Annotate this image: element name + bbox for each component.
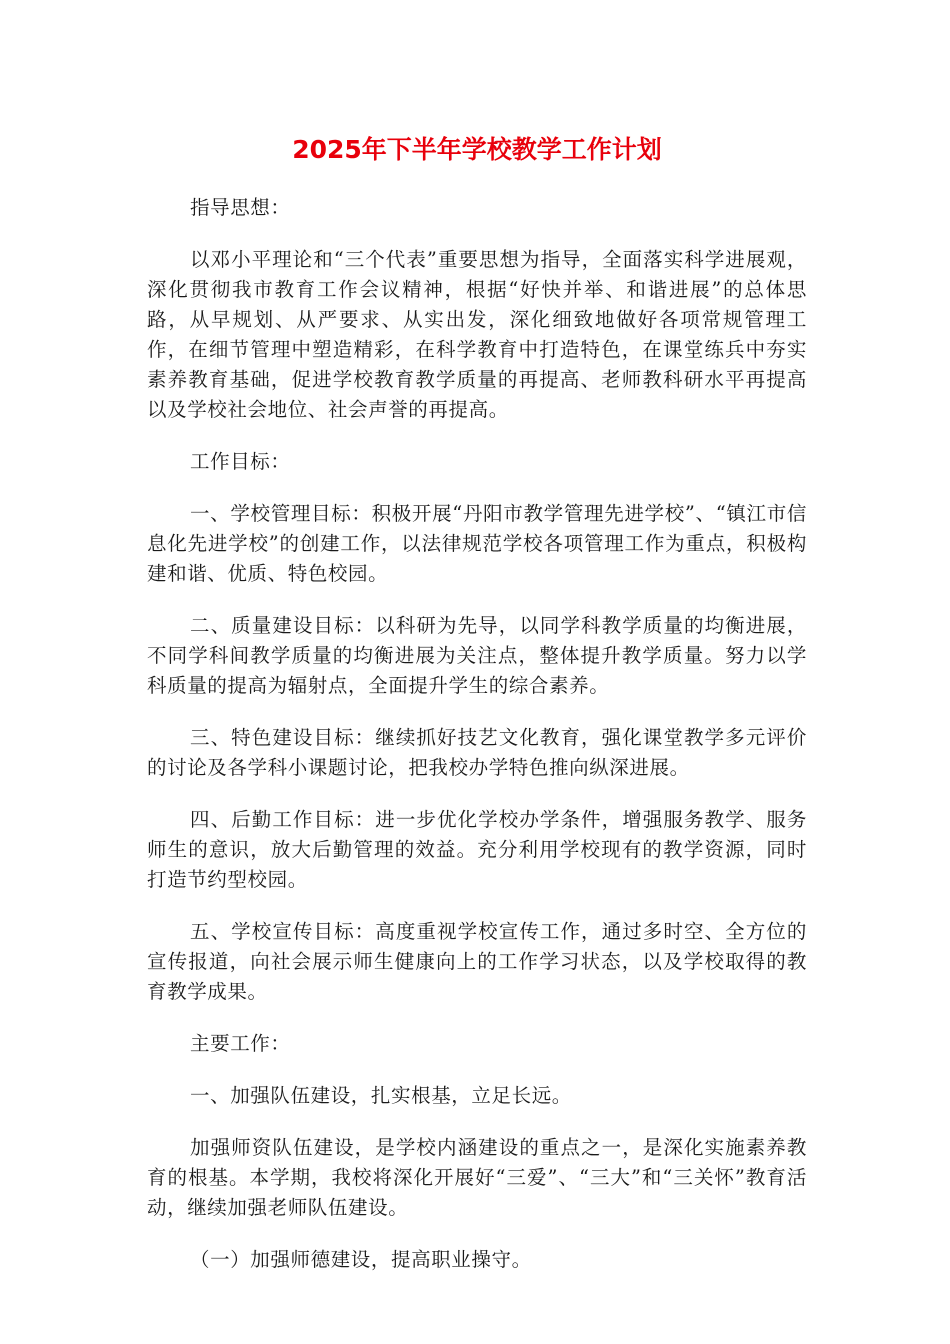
paragraph-goal-management: 一、学校管理目标：积极开展“丹阳市教学管理先进学校”、“镇江市信息化先进学校”的创建工作，以法律规范学校各项管理工作为重点，积极构建和谐、优质、特色校园。 <box>147 502 807 585</box>
paragraph-work-item-1: 一、加强队伍建设，扎实根基，立足长远。 <box>190 1084 572 1107</box>
paragraph-goal-quality: 二、质量建设目标：以科研为先导，以同学科教学质量的均衡进展，不同学科间教学质量的均衡进展为关注点，整体提升教学质量。努力以学科质量的提高为辐射点，全面提升学生的综合素养。 <box>147 614 807 697</box>
paragraph-subitem-ethics: （一）加强师德建设，提高职业操守。 <box>190 1248 532 1271</box>
paragraph-goal-logistics: 四、后勤工作目标：进一步优化学校办学条件，增强服务教学、服务师生的意识，放大后勤管理的效益。充分利用学校现有的教学资源，同时打造节约型校园。 <box>147 808 807 891</box>
section-heading-work-goals: 工作目标： <box>190 450 291 473</box>
document-page <box>147 130 807 1297</box>
paragraph-goal-publicity: 五、学校宣传目标：高度重视学校宣传工作，通过多时空、全方位的宣传报道，向社会展示师生健康向上的工作学习状态，以及学校取得的教育教学成果。 <box>147 920 807 1003</box>
document-title: 2025年下半年学校教学工作计划 <box>292 135 662 164</box>
section-heading-main-work: 主要工作： <box>190 1032 291 1055</box>
section-heading-guiding-ideology: 指导思想： <box>190 196 291 219</box>
paragraph-teacher-team: 加强师资队伍建设，是学校内涵建设的重点之一，是深化实施素养教育的根基。本学期，我校将深化开展好“三爱”、“三大”和“三关怀”教育活动，继续加强老师队伍建设。 <box>147 1136 807 1219</box>
paragraph-guiding-ideology: 以邓小平理论和“三个代表”重要思想为指导，全面落实科学进展观，深化贯彻我市教育工作会议精神，根据“好快并举、和谐进展”的总体思路，从早规划、从严要求、从实出发，深化细致地做好各项常规管理工作，在细节管理中塑造精彩，在科学教育中打造特色，在课堂练兵中夯实素养教育基础，促进学校教育教学质量的再提高、老师教科研水平再提高以及学校社会地位、社会声誉的再提高。 <box>147 248 807 421</box>
paragraph-goal-features: 三、特色建设目标：继续抓好技艺文化教育，强化课堂教学多元评价的讨论及各学科小课题讨论，把我校办学特色推向纵深进展。 <box>147 726 807 779</box>
